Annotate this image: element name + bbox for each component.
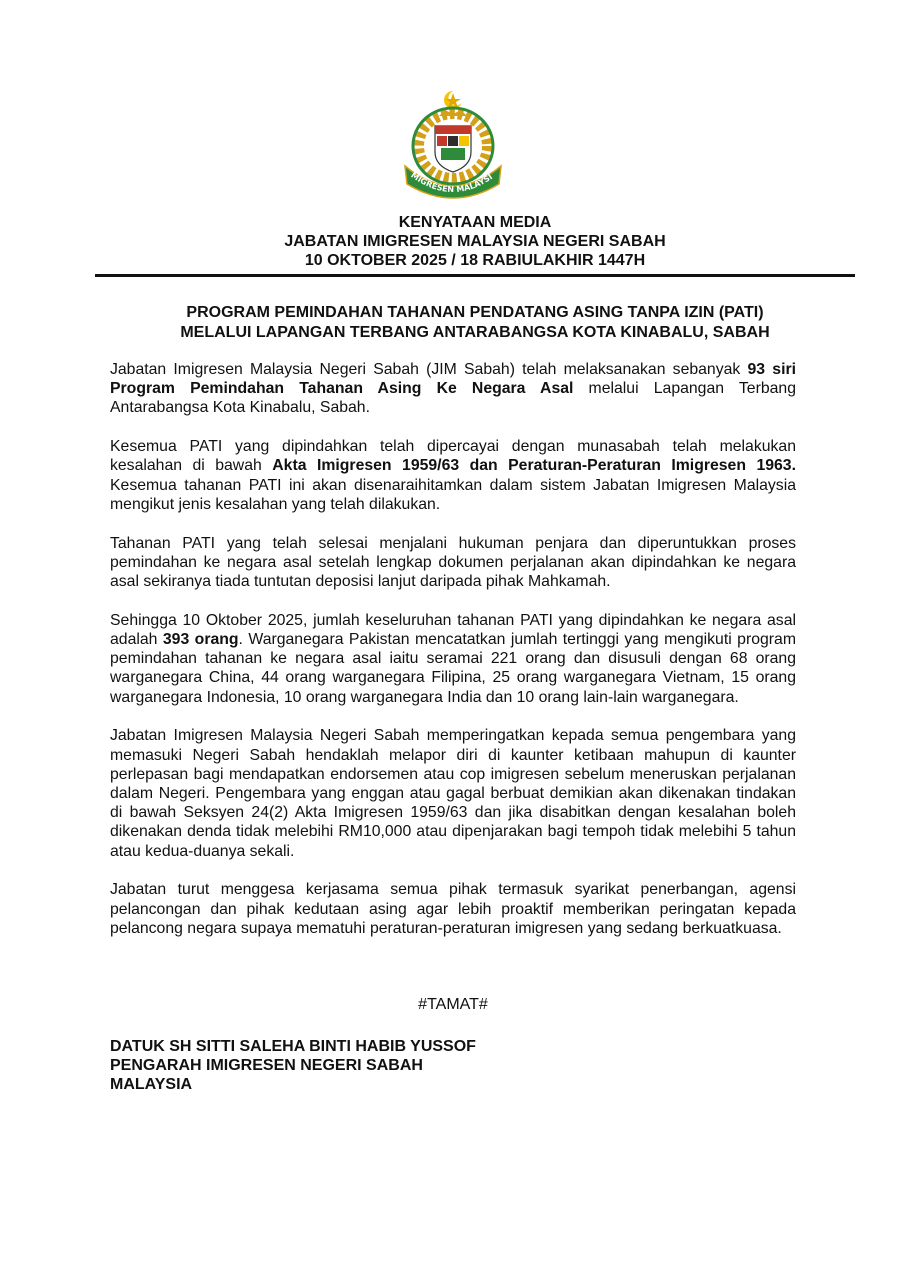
paragraph-2-text: Kesemua PATI yang dipindahkan telah dipercayai dengan munasabah telah melakukan kesalahan di bawah (110, 438, 796, 475)
media-statement-header (95, 213, 855, 270)
paragraph-4-bold: 393 orang (162, 631, 239, 649)
paragraph-5: Jabatan Imigresen Malaysia Negeri Sabah memperingatkan kepada semua pengembara yang memasuki Negeri Sabah hendaklah melapor diri di kaunter ketibaan mahupun di kaunter perlepasan bagi mendapatkan endorsemen atau cop imigresen sebelum meneruskan perjalanan dalam Negeri. Pengembara yang enggan atau gagal berbuat demikian akan dikenakan tindakan di bawah Seksyen 24(2) Akta Imigresen 1959/63 dan jika disabitkan dengan kesalahan boleh dikenakan denda tidak melebihi RM10,000 atau dipenjarakan bagi tempoh tidak melebihi 5 tahun atau kedua-duanya sekali. (110, 727, 796, 860)
statement-title (95, 303, 855, 343)
paragraph-1-bold: 93 siri Program Pemindahan Tahanan Asing Ke Negara Asal (110, 361, 796, 398)
imigresen-malaysia-crest (395, 88, 511, 200)
paragraph-1-text: Jabatan Imigresen Malaysia Negeri Sabah (JIM Sabah) telah melaksanakan sebanyak (110, 361, 748, 378)
paragraph-2-bold: Akta Imigresen 1959/63 dan Peraturan-Peraturan Imigresen 1963. (272, 457, 796, 475)
statement-body (110, 360, 796, 958)
header-kenyataan-media: KENYATAAN MEDIA (398, 214, 552, 231)
signatory-position: PENGARAH IMIGRESEN NEGERI SABAH (110, 1057, 423, 1074)
paragraph-4-text: Sehingga 10 Oktober 2025, jumlah keseluruhan tahanan PATI yang dipindahkan ke negara asal adalah (110, 611, 796, 649)
paragraph-1 (110, 360, 796, 418)
paragraph-3: Tahanan PATI yang telah selesai menjalani hukuman penjara dan diperuntukkan proses pemindahan ke negara asal setelah lengkap dokumen perjalanan akan dipindahkan ke negara asal sekiranya tiada tuntutan deposisi lanjut daripada pihak Mahkamah. (110, 534, 796, 591)
header-department: JABATAN IMIGRESEN MALAYSIA NEGERI SABAH (284, 233, 666, 250)
paragraph-2 (110, 437, 796, 514)
header-date: 10 OKTOBER 2025 / 18 RABIULAKHIR 1447H (304, 252, 646, 269)
crest-ribbon-text: MIGRESEN MALAYSI (409, 170, 495, 195)
paragraph-4 (110, 611, 796, 707)
signatory-name: DATUK SH SITTI SALEHA BINTI HABIB YUSSOF (110, 1038, 476, 1055)
signature-block (110, 1037, 476, 1094)
paragraph-6: Jabatan turut menggesa kerjasama semua pihak termasuk syarikat penerbangan, agensi pelancongan dan pihak kedutaan asing agar lebih proaktif memberikan peringatan kepada pelancong negara supaya mematuhi peraturan-peraturan imigresen yang sedang berkuatkuasa. (110, 881, 796, 937)
header-divider (95, 274, 855, 277)
paragraph-1-text-end: melalui Lapangan Terbang Antarabangsa Kota Kinabalu, Sabah. (110, 380, 796, 417)
end-marker: #TAMAT# (418, 996, 488, 1013)
paragraph-4-text-end: . Warganegara Pakistan mencatatkan jumlah tertinggi yang mengikuti program pemindahan tahanan ke negara asal iaitu seramai 221 orang dan disusuli dengan 68 orang warganegara China, 44 orang warganegara Filipina, 25 orang warganegara Vietnam, 15 orang warganegara Indonesia, 10 orang warganegara India dan 10 orang lain-lain warganegara. (110, 631, 796, 706)
signatory-country: MALAYSIA (110, 1076, 193, 1093)
title-line-1: PROGRAM PEMINDAHAN TAHANAN PENDATANG ASING TANPA IZIN (PATI) (186, 304, 764, 321)
crest-emblem-icon (395, 88, 511, 200)
title-line-2: MELALUI LAPANGAN TERBANG ANTARABANGSA KOTA KINABALU, SABAH (180, 324, 770, 341)
paragraph-2-text-end: Kesemua tahanan PATI ini akan disenaraihitamkan dalam sistem Jabatan Imigresen Malaysia mengikut jenis kesalahan yang telah dilakukan. (110, 476, 796, 513)
